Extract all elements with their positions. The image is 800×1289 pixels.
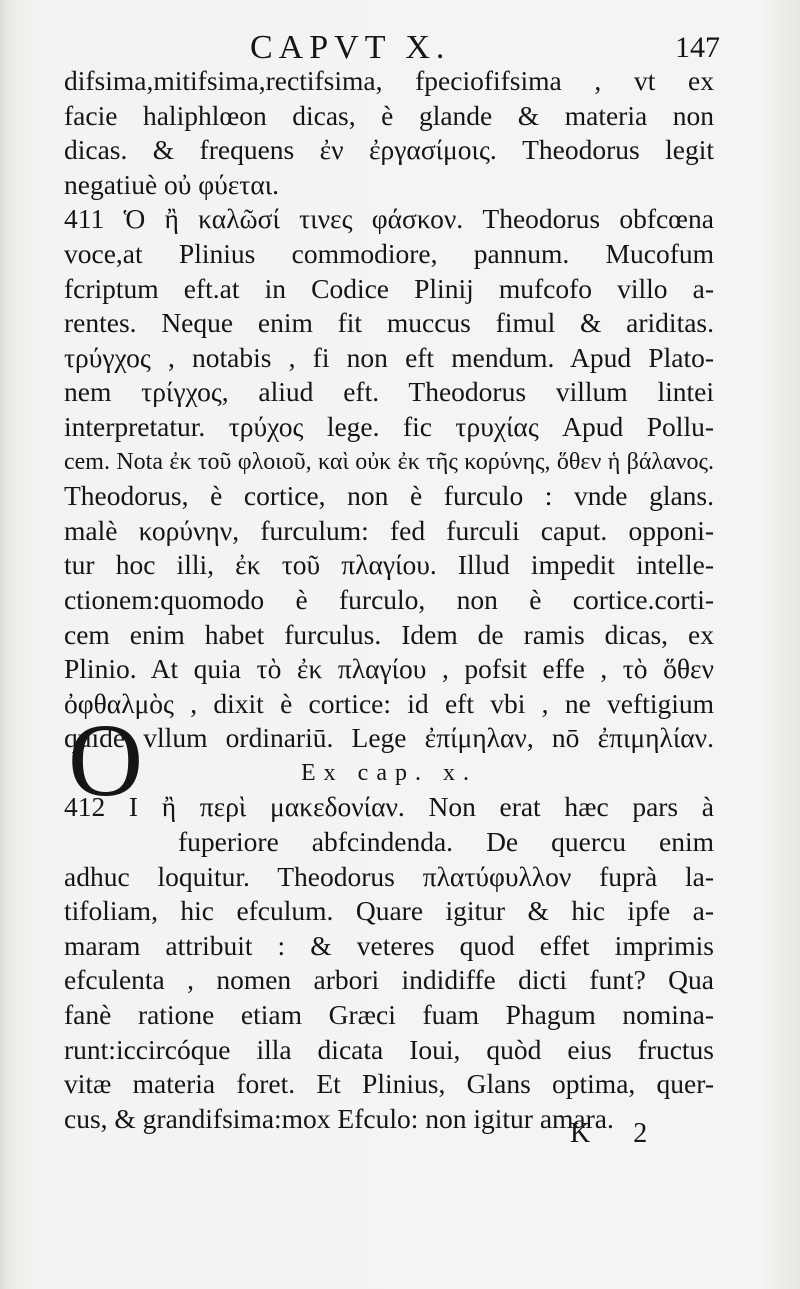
text-line: 411 Ὁ ἢ καλῶσί τινες φάσκον. Theodorus obfcœna <box>64 203 714 235</box>
text-line: cus, & grandifsima:mox Efculo: non igitur amara. <box>64 1102 614 1134</box>
text-line: τρύγχος , notabis , fi non eft mendum. Apud Plato- <box>64 341 714 373</box>
text-line: fanè ratione etiam Græci fuam Phagum nomina- <box>64 999 714 1031</box>
text-line: Theodorus, è cortice, non è furculo : vnde glans. <box>64 480 714 512</box>
text-line: negatiuè οὐ φύεται. <box>64 168 280 200</box>
text-line: malè κορύνην, furculum: fed furculi caput. opponi- <box>64 514 714 546</box>
text-line: rentes. Neque enim fit muccus fimul & ariditas. <box>64 307 714 339</box>
text-line: cem. Nota ἐκ τοῦ φλοιοῦ, καὶ οὐκ ἐκ τῆς κορύνης, ὅθεν ἡ βάλανος. <box>64 448 714 475</box>
text-line: tifoliam, hic efculum. Quare igitur & hic ipfe a- <box>64 895 714 927</box>
text-line: cem enim habet furculus. Idem de ramis dicas, ex <box>64 618 714 650</box>
text-line: nem τρίγχος, aliud eft. Theodorus villum lintei <box>64 376 714 408</box>
text-line: voce,at Plinius commodiore, pannum. Mucofum <box>64 237 714 269</box>
text-line: fcriptum eft.at in Codice Plinij mufcofo villo a- <box>64 272 714 304</box>
page-number: 147 <box>675 31 720 64</box>
page-header <box>60 28 720 68</box>
text-line: tur hoc illi, ἐκ τοῦ πλαγίου. Illud impedit intelle- <box>64 549 714 581</box>
section-heading: Ex cap. x. <box>301 759 477 786</box>
text-line: facie haliphlœon dicas, è glande & materia non <box>64 99 714 131</box>
text-line: maram attribuit : & veteres quod effet imprimis <box>64 929 714 961</box>
text-line: difsima,mitifsima,rectifsima, fpeciofifsima , vt ex <box>64 65 714 96</box>
text-line: ὀφθαλμὸς , dixit è cortice: id eft vbi , ne veftigium <box>64 687 714 719</box>
text-line: interpretatur. τρύχος lege. fic τρυχίας Apud Pollu- <box>64 410 714 442</box>
text-line: quidē vllum ordinariū. Lege ἐπίμηλαν, nō ἐπιμηλίαν. <box>64 722 714 754</box>
text-line: adhuc loquitur. Theodorus πλατύφυλλον fuprà la- <box>64 860 714 892</box>
para2-first-line: 412 Ι ἢ περὶ μακεδονίαν. Non erat hæc pars à <box>64 791 714 823</box>
text-line: runt:iccircóque illa dicata Ioui, quòd eius fructus <box>64 1033 714 1065</box>
running-title: CAPVT X. <box>250 29 451 66</box>
signature-mark: K 2 <box>570 1118 666 1149</box>
text-line: Plinio. At quia τὸ ἐκ πλαγίου , pofsit effe , τὸ ὅθεν <box>64 653 714 685</box>
drop-cap: O <box>68 703 144 818</box>
text-line: dicas. & frequens ἐν ἐργασίμοις. Theodorus legit <box>64 134 714 166</box>
text-line: efculenta , nomen arbori indidiffe dicti funt? Qua <box>64 964 714 996</box>
text-line: fuperiore abfcindenda. De quercu enim <box>178 826 714 858</box>
text-line: vitæ materia foret. Et Plinius, Glans optima, quer- <box>64 1068 714 1100</box>
text-block <box>64 64 714 1136</box>
text-line: ctionem:quomodo è furculo, non è cortice.corti- <box>64 583 714 615</box>
